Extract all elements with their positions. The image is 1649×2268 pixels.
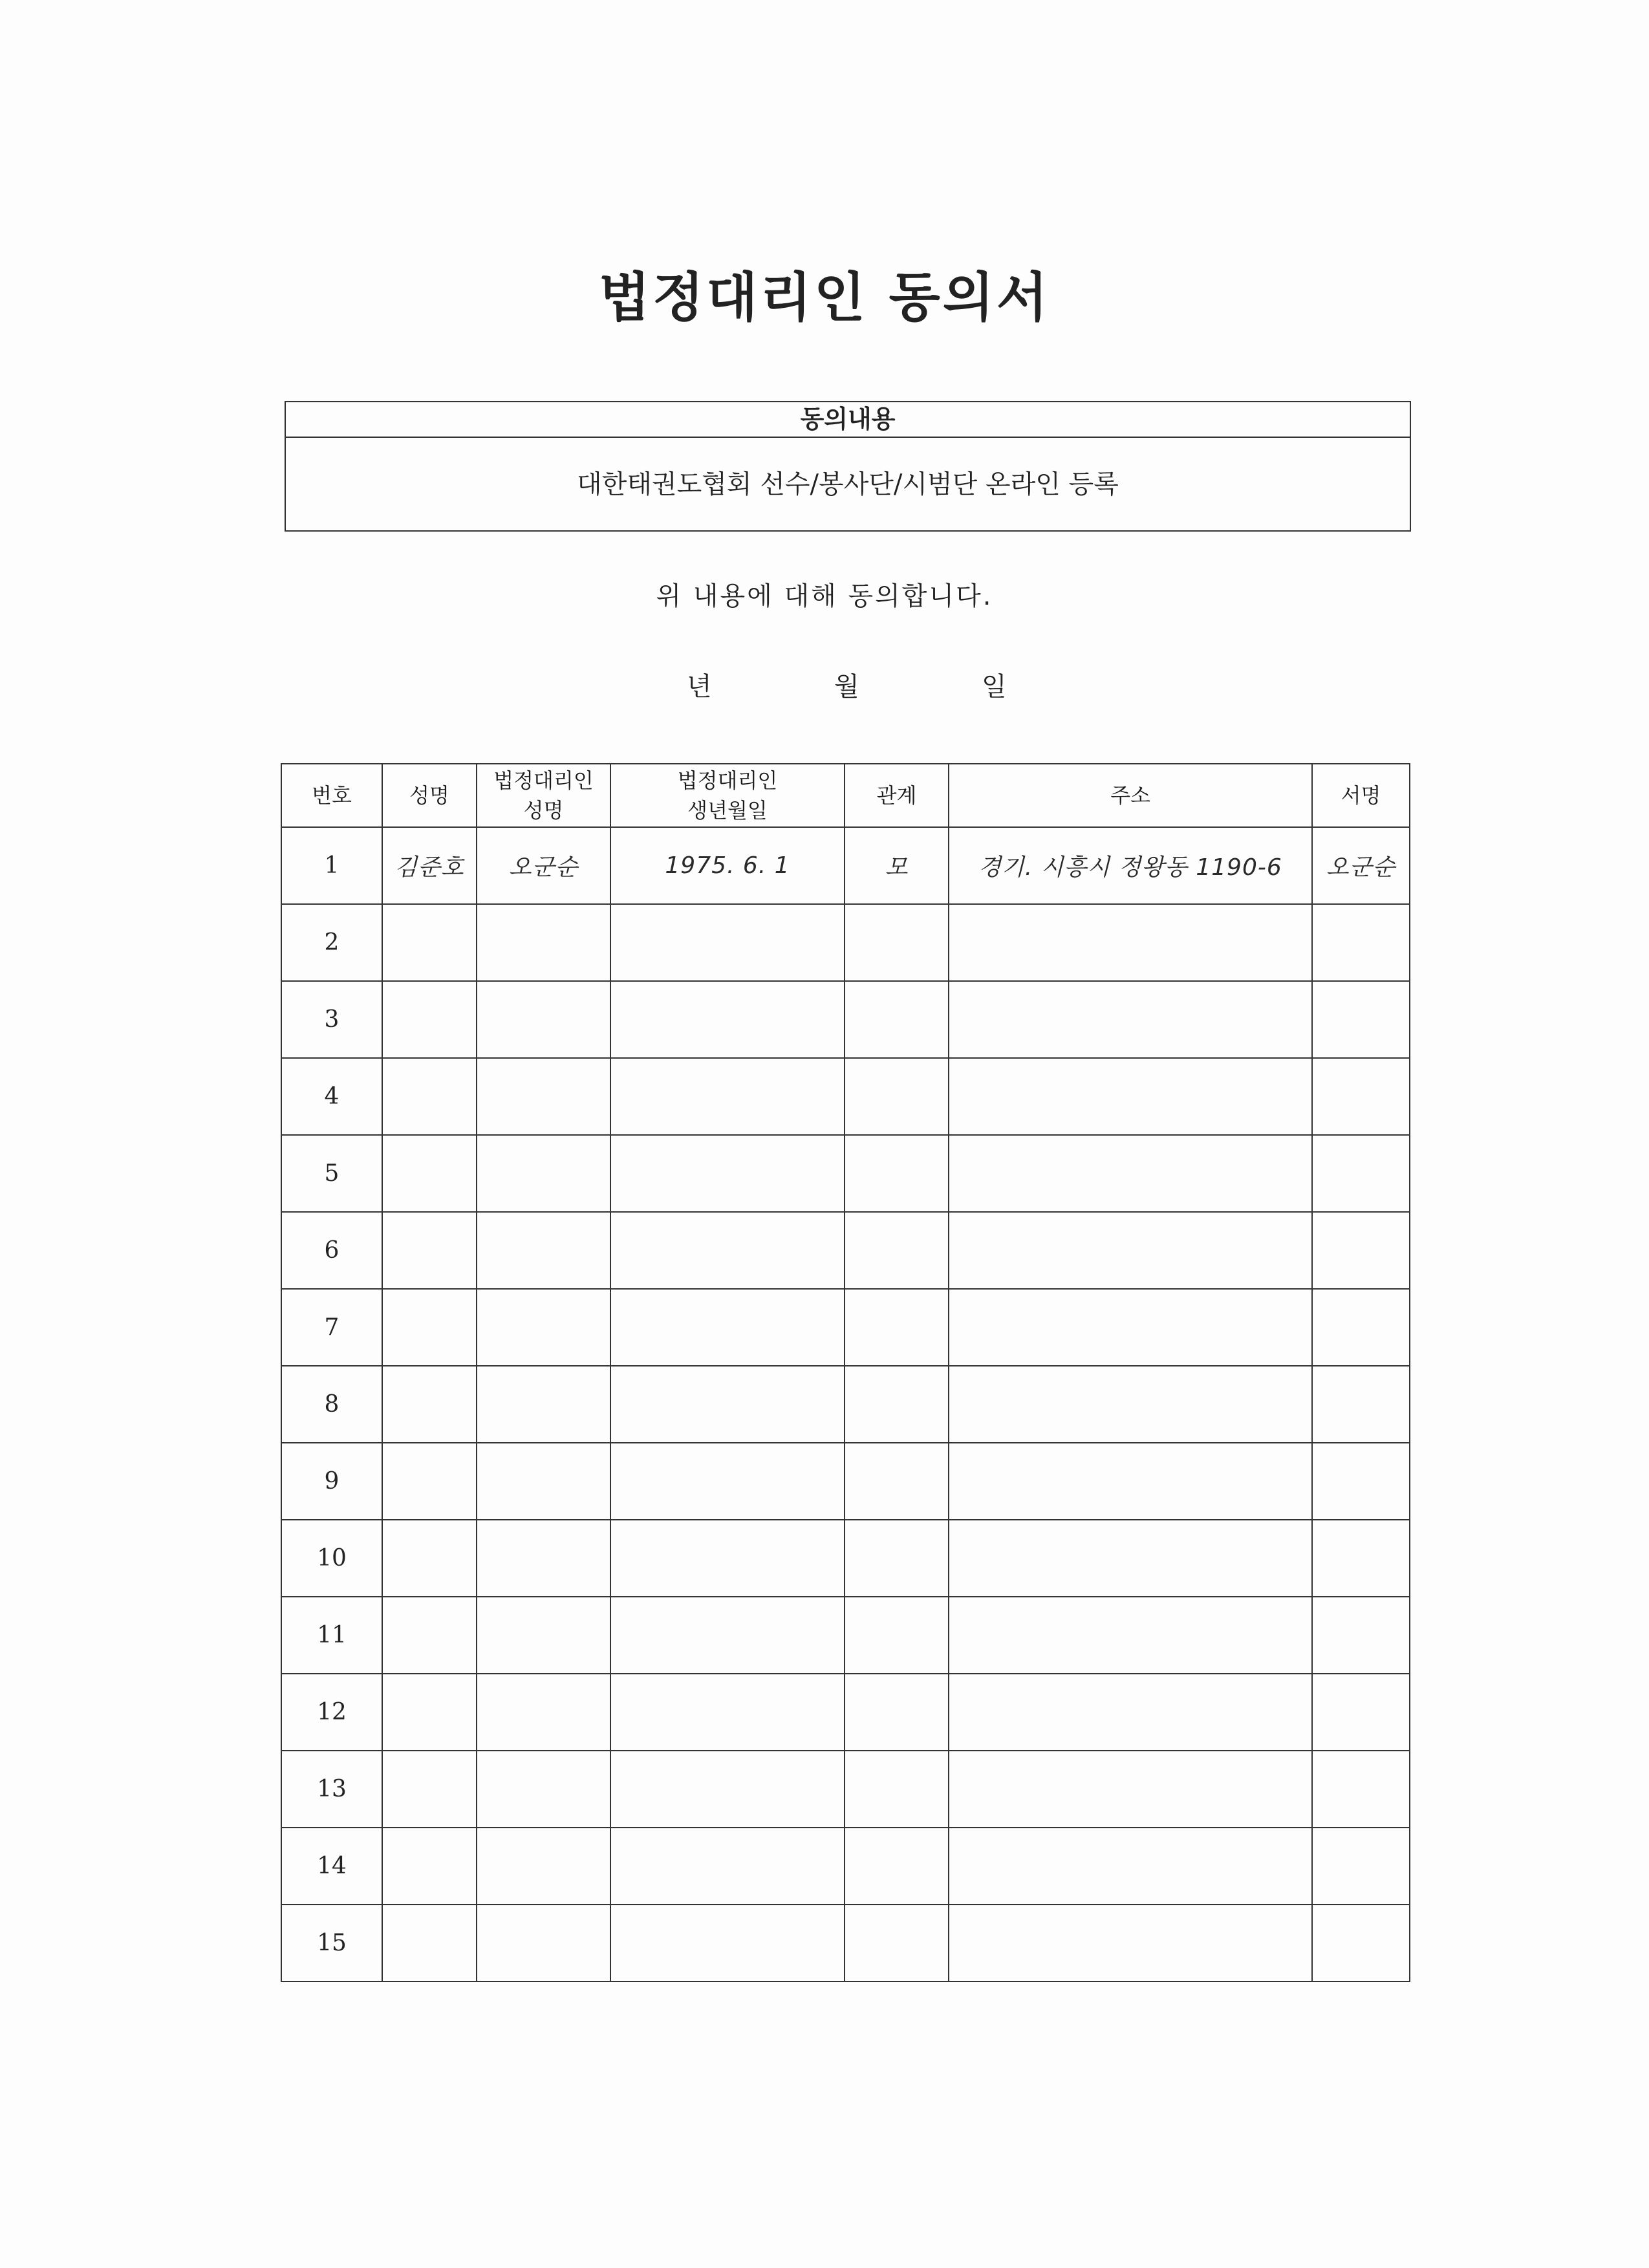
cell-address	[949, 1751, 1312, 1828]
cell-guardian-name	[477, 1520, 610, 1597]
cell-guardian-name	[477, 1212, 610, 1289]
cell-no: 10	[281, 1520, 382, 1597]
cell-no: 6	[281, 1212, 382, 1289]
cell-signature	[1312, 1674, 1410, 1751]
cell-address	[949, 1520, 1312, 1597]
cell-signature	[1312, 1520, 1410, 1597]
table-row	[281, 1366, 1410, 1443]
cell-no: 9	[281, 1443, 382, 1520]
header-guardian-name-line2: 성명	[523, 798, 564, 823]
cell-relation	[845, 1905, 949, 1982]
cell-signature	[1312, 904, 1410, 981]
cell-guardian-name: 오군순	[477, 827, 610, 904]
cell-relation	[845, 1135, 949, 1212]
cell-relation	[845, 1828, 949, 1905]
header-name: 성명	[382, 764, 477, 827]
date-day-label: 일	[982, 672, 1007, 702]
date-month-label: 월	[834, 672, 859, 702]
header-relation: 관계	[845, 764, 949, 827]
table-row	[281, 1597, 1410, 1674]
cell-guardian-birth	[610, 1520, 845, 1597]
cell-address	[949, 1366, 1312, 1443]
cell-signature	[1312, 1289, 1410, 1366]
header-guardian-name-line1: 법정대리인	[493, 768, 594, 793]
cell-address	[949, 1058, 1312, 1135]
consent-content-body: 대한태권도협회 선수/봉사단/시범단 온라인 등록	[577, 470, 1119, 499]
cell-name	[382, 1905, 477, 1982]
cell-signature	[1312, 1597, 1410, 1674]
header-guardian-name	[477, 764, 610, 827]
cell-address	[949, 1597, 1312, 1674]
cell-address	[949, 1674, 1312, 1751]
cell-no: 2	[281, 904, 382, 981]
cell-relation	[845, 1212, 949, 1289]
table-row	[281, 1289, 1410, 1366]
header-guardian-birth-line2: 생년월일	[687, 798, 768, 823]
cell-name	[382, 1751, 477, 1828]
cell-address	[949, 1828, 1312, 1905]
table-body	[281, 827, 1410, 1982]
cell-address: 경기. 시흥시 정왕동 1190-6	[949, 827, 1312, 904]
table-row	[281, 827, 1410, 904]
cell-guardian-birth	[610, 1751, 845, 1828]
cell-guardian-birth	[610, 981, 845, 1058]
cell-signature	[1312, 1366, 1410, 1443]
page-title: 법정대리인 동의서	[598, 266, 1051, 329]
cell-signature	[1312, 1135, 1410, 1212]
header-no: 번호	[281, 764, 382, 827]
cell-address	[949, 981, 1312, 1058]
cell-address	[949, 1443, 1312, 1520]
cell-guardian-name	[477, 1289, 610, 1366]
cell-relation	[845, 1289, 949, 1366]
header-address: 주소	[949, 764, 1312, 827]
table-row	[281, 981, 1410, 1058]
consent-content-header: 동의내용	[286, 402, 1410, 438]
cell-relation	[845, 1443, 949, 1520]
table-row	[281, 1828, 1410, 1905]
cell-no: 7	[281, 1289, 382, 1366]
cell-signature	[1312, 1058, 1410, 1135]
cell-signature	[1312, 981, 1410, 1058]
table-row	[281, 1674, 1410, 1751]
cell-guardian-birth	[610, 1674, 845, 1751]
cell-address	[949, 1212, 1312, 1289]
cell-relation	[845, 1366, 949, 1443]
guardian-roster-table	[281, 763, 1410, 1982]
table-row	[281, 1058, 1410, 1135]
cell-no: 8	[281, 1366, 382, 1443]
cell-name: 김준호	[382, 827, 477, 904]
cell-address	[949, 1135, 1312, 1212]
cell-guardian-birth	[610, 904, 845, 981]
table-row	[281, 1905, 1410, 1982]
cell-no: 1	[281, 827, 382, 904]
table-row	[281, 1443, 1410, 1520]
cell-guardian-name	[477, 1058, 610, 1135]
table-header-row	[281, 764, 1410, 827]
cell-relation	[845, 1597, 949, 1674]
header-guardian-birth-line1: 법정대리인	[677, 768, 778, 793]
cell-no: 11	[281, 1597, 382, 1674]
header-signature: 서명	[1312, 764, 1410, 827]
cell-guardian-name	[477, 1828, 610, 1905]
table-row	[281, 1520, 1410, 1597]
cell-guardian-birth	[610, 1443, 845, 1520]
cell-name	[382, 1597, 477, 1674]
cell-name	[382, 981, 477, 1058]
cell-signature	[1312, 1212, 1410, 1289]
cell-relation	[845, 1058, 949, 1135]
cell-signature	[1312, 1828, 1410, 1905]
cell-address	[949, 904, 1312, 981]
cell-no: 14	[281, 1828, 382, 1905]
cell-name	[382, 1443, 477, 1520]
table-row	[281, 1751, 1410, 1828]
cell-address	[949, 1289, 1312, 1366]
cell-no: 5	[281, 1135, 382, 1212]
cell-guardian-name	[477, 1751, 610, 1828]
cell-guardian-name	[477, 1443, 610, 1520]
cell-guardian-birth	[610, 1058, 845, 1135]
cell-signature	[1312, 1905, 1410, 1982]
cell-name	[382, 1366, 477, 1443]
cell-relation	[845, 1520, 949, 1597]
cell-guardian-name	[477, 1135, 610, 1212]
cell-no: 12	[281, 1674, 382, 1751]
consent-content-box	[285, 401, 1411, 532]
cell-guardian-birth	[610, 1135, 845, 1212]
cell-guardian-birth	[610, 1212, 845, 1289]
cell-relation: 모	[845, 827, 949, 904]
cell-relation	[845, 1751, 949, 1828]
cell-guardian-birth	[610, 1289, 845, 1366]
cell-guardian-name	[477, 1597, 610, 1674]
cell-name	[382, 904, 477, 981]
cell-no: 3	[281, 981, 382, 1058]
cell-guardian-birth	[610, 1597, 845, 1674]
cell-name	[382, 1212, 477, 1289]
header-guardian-birth	[610, 764, 845, 827]
cell-guardian-birth: 1975. 6. 1	[610, 827, 845, 904]
cell-guardian-birth	[610, 1905, 845, 1982]
table-row	[281, 1135, 1410, 1212]
cell-guardian-name	[477, 904, 610, 981]
cell-guardian-name	[477, 981, 610, 1058]
table-row	[281, 1212, 1410, 1289]
cell-guardian-name	[477, 1905, 610, 1982]
agreement-statement: 위 내용에 대해 동의합니다.	[656, 581, 993, 611]
cell-no: 13	[281, 1751, 382, 1828]
cell-guardian-birth	[610, 1366, 845, 1443]
cell-relation	[845, 1674, 949, 1751]
table-row	[281, 904, 1410, 981]
cell-relation	[845, 904, 949, 981]
cell-no: 15	[281, 1905, 382, 1982]
cell-no: 4	[281, 1058, 382, 1135]
cell-name	[382, 1828, 477, 1905]
cell-guardian-name	[477, 1366, 610, 1443]
cell-signature: 오군순	[1312, 827, 1410, 904]
cell-signature	[1312, 1751, 1410, 1828]
cell-signature	[1312, 1443, 1410, 1520]
cell-name	[382, 1674, 477, 1751]
cell-name	[382, 1289, 477, 1366]
cell-guardian-name	[477, 1674, 610, 1751]
cell-relation	[845, 981, 949, 1058]
cell-name	[382, 1058, 477, 1135]
cell-name	[382, 1520, 477, 1597]
date-year-label: 년	[687, 672, 712, 702]
cell-guardian-birth	[610, 1828, 845, 1905]
cell-address	[949, 1905, 1312, 1982]
cell-name	[382, 1135, 477, 1212]
